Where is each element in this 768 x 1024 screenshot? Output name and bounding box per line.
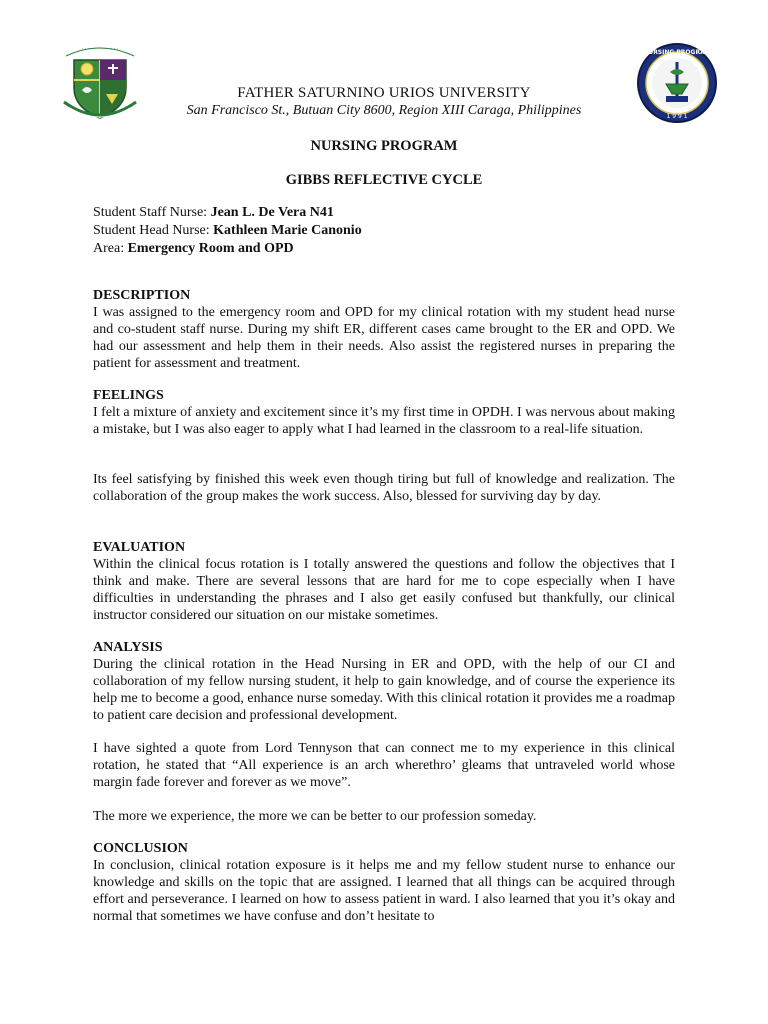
- analysis-section: [93, 639, 675, 724]
- head-nurse-line: [93, 222, 362, 240]
- staff-nurse-label: Student Staff Nurse:: [93, 205, 211, 220]
- nursing-program-seal-icon: [636, 42, 718, 124]
- description-section: [93, 287, 675, 372]
- analysis-paragraph-2: I have sighted a quote from Lord Tennyson that can connect me to my experience in this clinical rotation, he stated that “All experience is an arch wherethro’ gleams that untraveled world whose margin fade forever and forever as we move”.: [93, 741, 675, 790]
- evaluation-section: [93, 539, 675, 624]
- feelings-section-2: [93, 471, 675, 505]
- head-nurse-value: Kathleen Marie Canonio: [213, 223, 362, 238]
- analysis-paragraph-1: During the clinical rotation in the Head Nursing in ER and OPD, with the help of our CI and collaboration of my fellow nursing student, it help to gain knowledge, and of course the experience its help me to become a good, enhance nurse someday. With this clinical rotation it provides me a roadmap to patient care decision and professional development.: [93, 657, 675, 723]
- analysis-paragraph-3: The more we experience, the more we can be better to our profession someday.: [93, 809, 537, 824]
- staff-nurse-value: Jean L. De Vera N41: [210, 205, 334, 220]
- evaluation-paragraph: Within the clinical focus rotation is I totally answered the questions and follow the objectives that I think and make. There are several lessons that are hard for me to cope especially when I have difficulties in understanding the phrases and I also get easily confused but thankfully, our clinical instructor considered our situation on our mistake sometimes.: [93, 557, 675, 623]
- head-nurse-label: Student Head Nurse:: [93, 223, 214, 238]
- university-name: FATHER SATURNINO URIOS UNIVERSITY: [237, 85, 531, 101]
- university-address: San Francisco St., Butuan City 8600, Region XIII Caraga, Philippines: [186, 103, 582, 118]
- area-line: [93, 240, 294, 258]
- svg-text:1 9 9 1: 1 9 9 1: [666, 113, 688, 120]
- svg-text:NURSING PROGRAM: NURSING PROGRAM: [643, 49, 711, 56]
- document-title: GIBBS REFLECTIVE CYCLE: [285, 172, 483, 188]
- description-heading: DESCRIPTION: [93, 288, 191, 303]
- area-label: Area:: [93, 241, 128, 256]
- staff-nurse-line: [93, 204, 334, 222]
- area-value: Emergency Room and OPD: [127, 241, 294, 256]
- feelings-heading: FEELINGS: [93, 388, 164, 403]
- conclusion-heading: CONCLUSION: [93, 841, 188, 856]
- analysis-section-2: [93, 740, 675, 791]
- conclusion-section: [93, 840, 675, 925]
- program-title: NURSING PROGRAM: [310, 138, 458, 154]
- feelings-paragraph-2: Its feel satisfying by finished this week even though tiring but full of knowledge and realization. The collaboration of the group makes the work success. Also, blessed for surviving day by day.: [93, 472, 675, 504]
- evaluation-heading: EVALUATION: [93, 540, 186, 555]
- feelings-paragraph-1: I felt a mixture of anxiety and excitement since it’s my first time in OPDH. I was nervous about making a mistake, but I was also eager to apply what I had learned in the classroom to a real-life situation.: [93, 405, 675, 437]
- analysis-section-3: [93, 808, 675, 825]
- feelings-section: [93, 387, 675, 438]
- university-seal-icon: [56, 38, 144, 124]
- conclusion-paragraph: In conclusion, clinical rotation exposure is it helps me and my fellow student nurse to enhance our knowledge and skills on the topic that are assigned. I learned that all things can be acquired through effort and perseverance. I learned on how to assess patient in ward. I also learned that you it’s okay and normal that sometimes we have confuse and don’t hesitate to: [93, 858, 675, 924]
- svg-text:· · · · · · · · · · · ·: · · · · · · · · · · · ·: [81, 46, 119, 52]
- analysis-heading: ANALYSIS: [93, 640, 163, 655]
- description-paragraph: I was assigned to the emergency room and OPD for my clinical rotation with my student head nurse and co-student staff nurse. During my shift ER, different cases came brought to the ER and OPD. We had our assessment and help them in their needs. Also assist the registered nurses in preparing the patient for assessment and treatment.: [93, 305, 675, 371]
